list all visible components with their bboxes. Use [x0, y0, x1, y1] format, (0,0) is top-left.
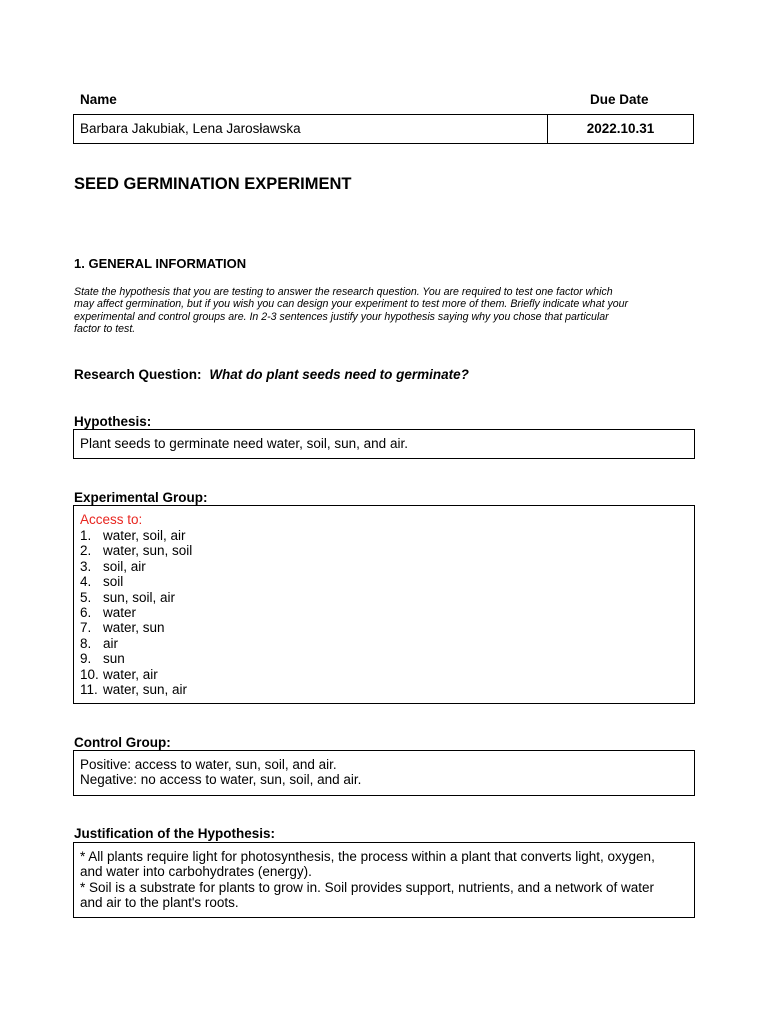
instructions	[74, 286, 628, 335]
list-item: 9. sun	[80, 651, 125, 667]
instruction-line: may affect germination, but if you wish you can design your experiment to test more of them. Briefly indicate what your	[74, 298, 629, 311]
instruction-line: experimental and control groups are. In 2-3 sentences justify your hypothesis saying why you chose that particular	[74, 310, 609, 323]
hypothesis-label: Hypothesis:	[74, 414, 152, 429]
experimental-group-label: Experimental Group:	[74, 490, 208, 505]
experimental-group-box	[73, 505, 695, 704]
instruction-line: factor to test.	[74, 322, 136, 335]
name-cell	[73, 114, 549, 144]
hypothesis-box	[73, 429, 695, 459]
list-item: 3. soil, air	[80, 558, 146, 574]
control-group-lines	[80, 757, 361, 788]
justification-box	[73, 842, 695, 918]
experimental-list	[80, 528, 192, 697]
due-date-label: Due Date	[590, 92, 649, 107]
instruction-line: State the hypothesis that you are testing to answer the research question. You are required to test one factor which	[74, 286, 613, 298]
control-negative: Negative: no access to water, sun, soil, and air.	[80, 772, 362, 788]
list-item: 4. soil	[80, 574, 124, 590]
name-label: Name	[80, 92, 117, 107]
list-item: 6. water	[80, 605, 137, 621]
control-positive: Positive: access to water, sun, soil, and air.	[80, 757, 337, 772]
list-item: 8. air	[80, 635, 119, 651]
hypothesis-value: Plant seeds to germinate need water, soil, sun, and air.	[80, 436, 408, 451]
name-value: Barbara Jakubiak, Lena Jarosławska	[80, 121, 301, 136]
research-question-value: What do plant seeds need to germinate?	[209, 367, 469, 382]
control-group-label: Control Group:	[74, 735, 171, 750]
research-question	[74, 367, 469, 382]
research-question-label: Research Question:	[74, 367, 202, 382]
justification-line: and air to the plant's roots.	[80, 895, 239, 911]
list-item: 11. water, sun, air	[80, 682, 188, 698]
justification-line: * All plants require light for photosynthesis, the process within a plant that converts light, oxygen,	[80, 849, 655, 864]
access-to-label: Access to:	[80, 512, 143, 527]
list-item: 2. water, sun, soil	[80, 543, 193, 559]
justification-label: Justification of the Hypothesis:	[74, 826, 276, 841]
list-item: 10. water, air	[80, 666, 158, 682]
due-date-value: 2022.10.31	[586, 121, 655, 136]
justification-lines	[80, 849, 655, 911]
justification-line: * Soil is a substrate for plants to grow in. Soil provides support, nutrients, and a network of water	[80, 879, 655, 895]
page-title: SEED GERMINATION EXPERIMENT	[74, 175, 352, 193]
control-group-box	[73, 750, 695, 796]
list-item: 5. sun, soil, air	[80, 589, 176, 605]
section-heading: 1. GENERAL INFORMATION	[74, 256, 247, 271]
justification-line: and water into carbohydrates (energy).	[80, 864, 312, 880]
list-item: 7. water, sun	[80, 620, 165, 636]
due-date-cell	[547, 114, 694, 144]
list-item: 1. water, soil, air	[80, 528, 186, 543]
